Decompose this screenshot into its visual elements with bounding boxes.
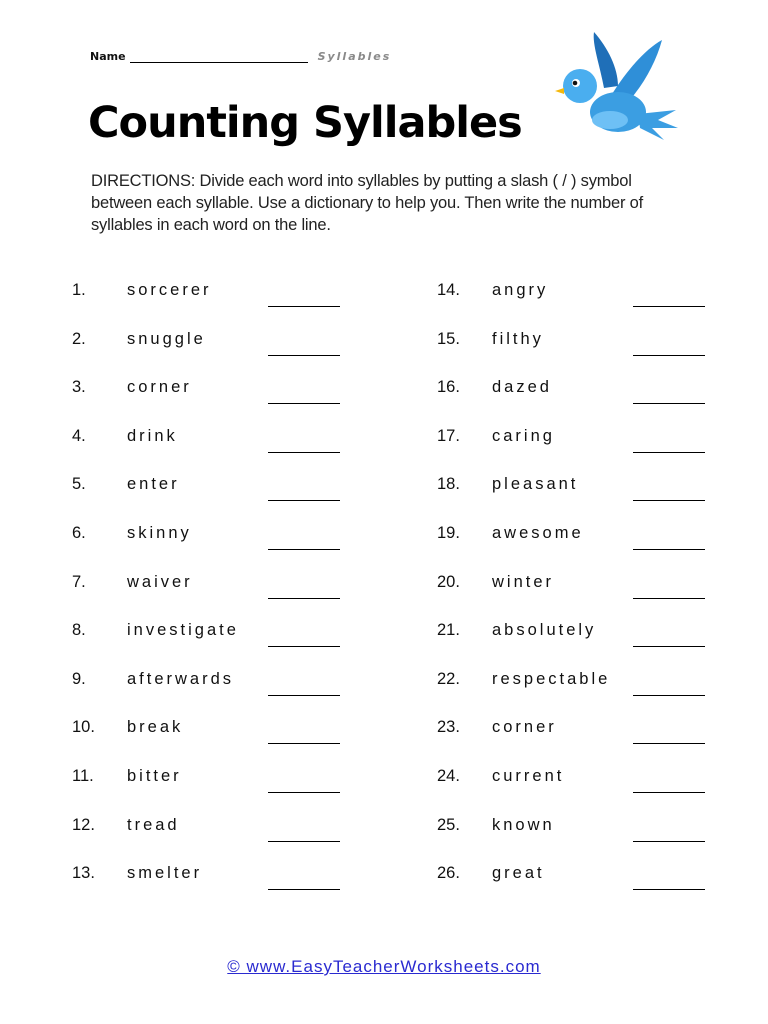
answer-blank-line[interactable] [268, 743, 340, 744]
word-item [437, 475, 707, 524]
answer-blank-line[interactable] [633, 743, 705, 744]
item-word: pleasant [492, 475, 579, 494]
bluebird-icon [552, 28, 682, 146]
item-number: 3. [72, 378, 86, 397]
bird-pupil [573, 81, 578, 86]
item-number: 5. [72, 475, 86, 494]
answer-blank-line[interactable] [633, 695, 705, 696]
item-word: tread [127, 815, 180, 834]
item-number: 17. [437, 426, 460, 445]
word-item [437, 621, 707, 670]
item-word: break [127, 718, 184, 737]
word-item [72, 816, 342, 865]
item-word: absolutely [492, 621, 597, 640]
word-item [437, 281, 707, 330]
answer-blank-line[interactable] [268, 598, 340, 599]
word-item [437, 378, 707, 427]
item-number: 16. [437, 378, 460, 397]
word-item [437, 670, 707, 719]
word-list-right [437, 281, 707, 913]
word-item [72, 378, 342, 427]
answer-blank-line[interactable] [268, 306, 340, 307]
item-number: 6. [72, 523, 86, 542]
word-item [437, 767, 707, 816]
answer-blank-line[interactable] [633, 306, 705, 307]
answer-blank-line[interactable] [633, 355, 705, 356]
item-word: sorcerer [127, 281, 212, 299]
word-item [72, 670, 342, 719]
item-word: winter [492, 572, 555, 591]
item-word: great [492, 864, 545, 883]
answer-blank-line[interactable] [268, 646, 340, 647]
answer-blank-line[interactable] [633, 646, 705, 647]
word-item [437, 718, 707, 767]
subject-label: Syllables [317, 50, 392, 63]
item-number: 9. [72, 669, 86, 688]
word-item [437, 330, 707, 379]
item-word: caring [492, 426, 555, 445]
item-word: drink [127, 426, 178, 445]
item-word: bitter [127, 766, 182, 785]
item-word: known [492, 815, 555, 834]
item-number: 21. [437, 621, 460, 640]
bird-back-wing [594, 32, 618, 88]
item-word: corner [127, 378, 192, 397]
item-number: 24. [437, 766, 460, 785]
word-item [72, 621, 342, 670]
word-item [72, 524, 342, 573]
word-item [437, 573, 707, 622]
item-word: smelter [127, 864, 203, 883]
item-number: 10. [72, 718, 95, 737]
answer-blank-line[interactable] [268, 403, 340, 404]
item-number: 14. [437, 281, 460, 299]
item-word: angry [492, 281, 549, 299]
answer-blank-line[interactable] [268, 500, 340, 501]
item-number: 25. [437, 815, 460, 834]
answer-blank-line[interactable] [633, 500, 705, 501]
item-number: 26. [437, 864, 460, 883]
word-list-left [72, 281, 342, 913]
answer-blank-line[interactable] [633, 841, 705, 842]
word-item [72, 573, 342, 622]
item-number: 20. [437, 572, 460, 591]
item-word: enter [127, 475, 180, 494]
answer-blank-line[interactable] [633, 792, 705, 793]
item-word: awesome [492, 523, 584, 542]
answer-blank-line[interactable] [633, 403, 705, 404]
answer-blank-line[interactable] [268, 792, 340, 793]
item-word: investigate [127, 621, 239, 640]
answer-blank-line[interactable] [633, 452, 705, 453]
item-word: snuggle [127, 329, 206, 348]
bird-beak [555, 88, 564, 94]
item-number: 22. [437, 669, 460, 688]
item-number: 7. [72, 572, 86, 591]
word-item [72, 281, 342, 330]
item-word: corner [492, 718, 557, 737]
item-word: filthy [492, 329, 544, 348]
word-item [437, 427, 707, 476]
word-item [437, 816, 707, 865]
name-blank-line[interactable] [130, 50, 308, 63]
answer-blank-line[interactable] [633, 598, 705, 599]
answer-blank-line[interactable] [268, 452, 340, 453]
name-label: Name [90, 50, 126, 63]
item-number: 18. [437, 475, 460, 494]
word-item [72, 864, 342, 913]
item-number: 1. [72, 281, 86, 299]
bird-belly [592, 111, 628, 129]
item-number: 19. [437, 523, 460, 542]
item-number: 4. [72, 426, 86, 445]
item-number: 2. [72, 329, 86, 348]
item-word: afterwards [127, 669, 235, 688]
page-title: Counting Syllables [88, 98, 522, 148]
word-item [72, 767, 342, 816]
answer-blank-line[interactable] [633, 549, 705, 550]
word-item [72, 475, 342, 524]
word-item [437, 524, 707, 573]
item-number: 8. [72, 621, 86, 640]
answer-blank-line[interactable] [268, 889, 340, 890]
item-number: 12. [72, 815, 95, 834]
answer-blank-line[interactable] [268, 549, 340, 550]
worksheet-header [90, 47, 391, 63]
footer-link[interactable]: © www.EasyTeacherWorksheets.com [227, 957, 541, 976]
item-word: dazed [492, 378, 552, 397]
item-number: 15. [437, 329, 460, 348]
item-word: waiver [127, 572, 193, 591]
directions-text: DIRECTIONS: Divide each word into syllables by putting a slash ( / ) symbol between each syllable. Use a dictionary to help you. Then write the number of syllables in each word on the line. [91, 172, 644, 234]
answer-blank-line[interactable] [633, 889, 705, 890]
item-number: 23. [437, 718, 460, 737]
item-number: 11. [72, 766, 94, 785]
item-word: current [492, 766, 565, 785]
bird-head [563, 69, 597, 103]
item-word: respectable [492, 669, 611, 688]
item-word: skinny [127, 523, 192, 542]
word-item [72, 427, 342, 476]
item-number: 13. [72, 864, 95, 883]
answer-blank-line[interactable] [268, 695, 340, 696]
word-item [72, 718, 342, 767]
answer-blank-line[interactable] [268, 841, 340, 842]
answer-blank-line[interactable] [268, 355, 340, 356]
word-item [437, 864, 707, 913]
word-item [72, 330, 342, 379]
